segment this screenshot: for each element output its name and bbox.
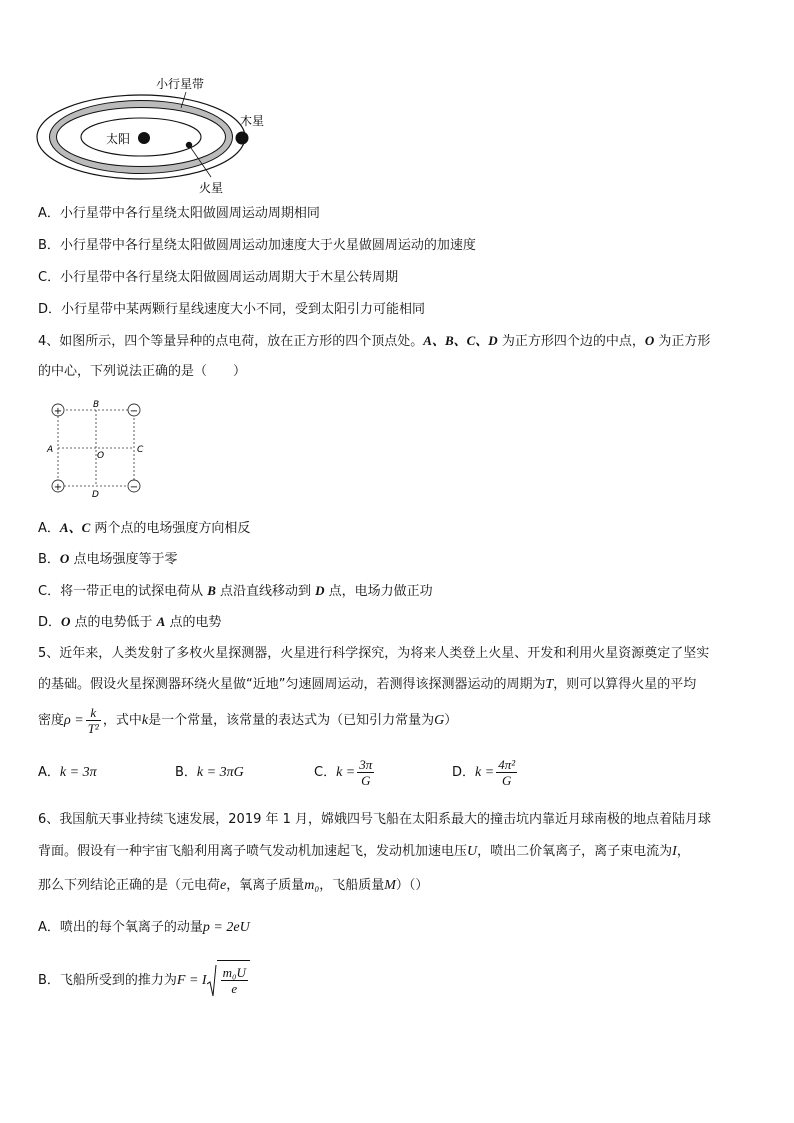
- point-c-label: C: [137, 445, 144, 455]
- q3-option-a: A．小行星带中各行星绕太阳做圆周运动周期相同: [38, 206, 320, 221]
- jupiter-icon: [236, 132, 249, 145]
- q5-stem-line3: 密度ρ = $\frac{k}{\text{T²}}$ ，式中k是一个常量，该常量的表达式为（已知引力常量为G）: [38, 705, 458, 736]
- q5-option-d: D．k = $\frac{\text{4π²}}{G}$: [452, 757, 516, 788]
- square-charges-diagram: [44, 396, 154, 500]
- q4-stem-line2: 的中心，下列说法正确的是（ ）: [38, 364, 247, 379]
- point-o-label: O: [97, 451, 105, 461]
- minus-charge-sign: −: [129, 406, 139, 417]
- rho-formula: ρ =: [64, 713, 84, 728]
- mars-label: 火星: [199, 181, 224, 195]
- point-d-label: D: [92, 490, 99, 500]
- q6-stem-line1: 6、我国航天事业持续飞速发展，2019 年 1 月，嫦娥四号飞船在太阳系最大的撞击坑内靠近月球南极的地点着陆月球: [38, 812, 712, 827]
- asteroid-belt-label: 小行星带: [156, 77, 205, 91]
- q5-stem-line2: 的基础。假设火星探测器环绕火星做“近地”匀速圆周运动，若测得该探测器运动的周期为T，则可以算得火星的平均: [38, 677, 697, 692]
- orbit-diagram: [36, 70, 286, 200]
- q6-stem-line2: 背面。假设有一种宇宙飞船利用离子喷气发动机加速起飞，发动机加速电压U，喷出二价氧离子，离子束电流为I，: [38, 844, 690, 859]
- jupiter-label: 木星: [240, 114, 265, 128]
- q4-option-b: B．O 点电场强度等于零: [38, 551, 178, 567]
- q3-option-b: B．小行星带中各行星绕太阳做圆周运动加速度大于火星做圆周运动的加速度: [38, 238, 476, 253]
- q5-stem-line1: 5、近年来，人类发射了多枚火星探测器，火星进行科学探究，为将来人类登上火星、开发和利用火星资源奠定了坚实: [38, 646, 710, 661]
- q4-stem-line1: 4、如图所示，四个等量异种的点电荷，放在正方形的四个顶点处。A、B、C、D 为正方形四个边的中点，O 为正方形: [38, 333, 711, 349]
- point-b-label: B: [93, 400, 100, 410]
- q4-option-a: A．A、C 两个点的电场强度方向相反: [38, 520, 251, 536]
- density-fraction: $\frac{k}{\text{T²}}$: [87, 705, 99, 736]
- plus-charge-sign: +: [53, 406, 63, 417]
- q6-option-b: B．飞船所受到的推力为F = I $\frac{\text{m₀U}}{e}$: [38, 960, 250, 1001]
- sun-label: 太阳: [106, 132, 131, 146]
- q5-option-a: A．k = 3π: [38, 765, 97, 780]
- q5-option-b: B．k = 3πG: [175, 765, 244, 780]
- q3-option-d: D．小行星带中某两颗行星线速度大小不同，受到太阳引力可能相同: [38, 302, 426, 317]
- q4-stem-text: 4、如图所示，四个等量异种的点电荷，放在正方形的四个顶点处。: [38, 334, 424, 349]
- plus-charge-sign: +: [53, 482, 63, 493]
- q6-stem-line3: 那么下列结论正确的是（元电荷e，氧离子质量m₀，飞船质量M）（）: [38, 878, 429, 893]
- q4-points: A、B、C、D: [423, 333, 498, 348]
- q3-option-c: C．小行星带中各行星绕太阳做圆周运动周期大于木星公转周期: [38, 270, 399, 285]
- q6-option-a: A．喷出的每个氧离子的动量p = 2eU: [38, 920, 250, 935]
- q4-option-d: D．O 点的电势低于 A 点的电势: [38, 614, 222, 630]
- mars-icon: [186, 142, 192, 148]
- radical-sign-icon: [207, 964, 217, 998]
- minus-charge-sign: −: [129, 482, 139, 493]
- sun-icon: [138, 132, 150, 144]
- point-a-label: A: [47, 445, 54, 455]
- sqrt-expression: $\frac{\text{m₀U}}{e}$: [207, 960, 250, 1001]
- q4-option-c: C．将一带正电的试探电荷从 B 点沿直线移动到 D 点，电场力做正功: [38, 583, 433, 599]
- q5-option-c: C．k = $\frac{3\pi}{G}$: [314, 757, 373, 788]
